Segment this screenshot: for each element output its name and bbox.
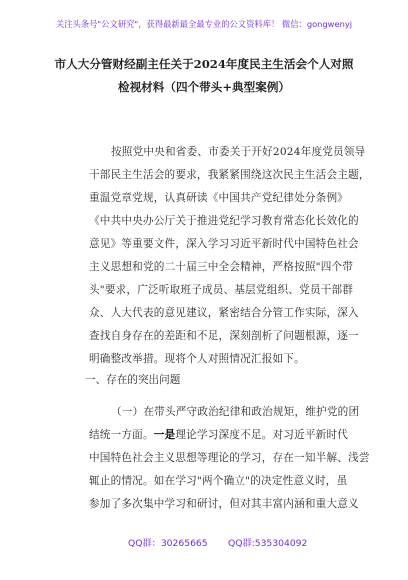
header-banner: 关注头条号"公文研究"，获得最新最全最专业的公文资料库！ 微信：gongwenyj bbox=[55, 19, 353, 29]
footer-qq-group-2: QQ群:535304092 bbox=[228, 538, 308, 549]
text-line: 《中共中央办公厅关于推进党纪学习教育常态化长效化的 bbox=[89, 215, 359, 227]
text-line: 按照党中央和省委、市委关于开好2024年度党员领导 bbox=[111, 146, 366, 158]
document-title-line-1: 市人大分管财经副主任关于2024年度民主生活会个人对照 bbox=[54, 57, 354, 71]
text-fragment: 理论学习深度不足。对习近平新时代 bbox=[175, 429, 349, 441]
text-line: 头"要求，广泛听取班子成员、基层党组织、党员干部群 bbox=[89, 284, 354, 296]
footer-qq-group-1: QQ群：30265665 bbox=[128, 538, 208, 549]
text-line: （一）在带头严守政治纪律和政治规矩，维护党的团 bbox=[111, 406, 360, 418]
text-line: 众、人大代表的意见建议，紧密结合分管工作实际，深入 bbox=[89, 307, 359, 319]
text-line: 辄止的情况。如在学习"两个确立"的决定性意义时，虽 bbox=[89, 475, 348, 487]
text-line: 干部民主生活会的要求，我紧紧围绕这次民主生活会主题， bbox=[89, 169, 370, 181]
text-fragment: 结统一方面。 bbox=[89, 429, 154, 441]
text-line: 主义思想和党的二十届三中全会精神，严格按照"四个带 bbox=[89, 261, 354, 273]
text-line bbox=[89, 428, 348, 442]
emphasis-text: 一是 bbox=[153, 429, 176, 441]
document-title-line-2: 检视材料（四个带头+典型案例） bbox=[117, 80, 291, 94]
text-line: 重温党章党规，认真研读《中国共产党纪律处分条例》 bbox=[89, 192, 349, 204]
text-line: 参加了多次集中学习和研讨，但对其丰富内涵和重大意义 bbox=[89, 498, 359, 510]
text-line: 查找自身存在的差距和不足，深刻剖析了问题根源，逐一 bbox=[89, 330, 359, 342]
section-heading: 一、存在的突出问题 bbox=[85, 374, 181, 386]
text-line: 中国特色社会主义思想等理论的学习，存在一知半解、浅尝 bbox=[89, 452, 370, 464]
text-line: 明确整改举措。现将个人对照情况汇报如下。 bbox=[89, 353, 305, 365]
text-line: 意见》等重要文件，深入学习习近平新时代中国特色社会 bbox=[89, 238, 359, 250]
